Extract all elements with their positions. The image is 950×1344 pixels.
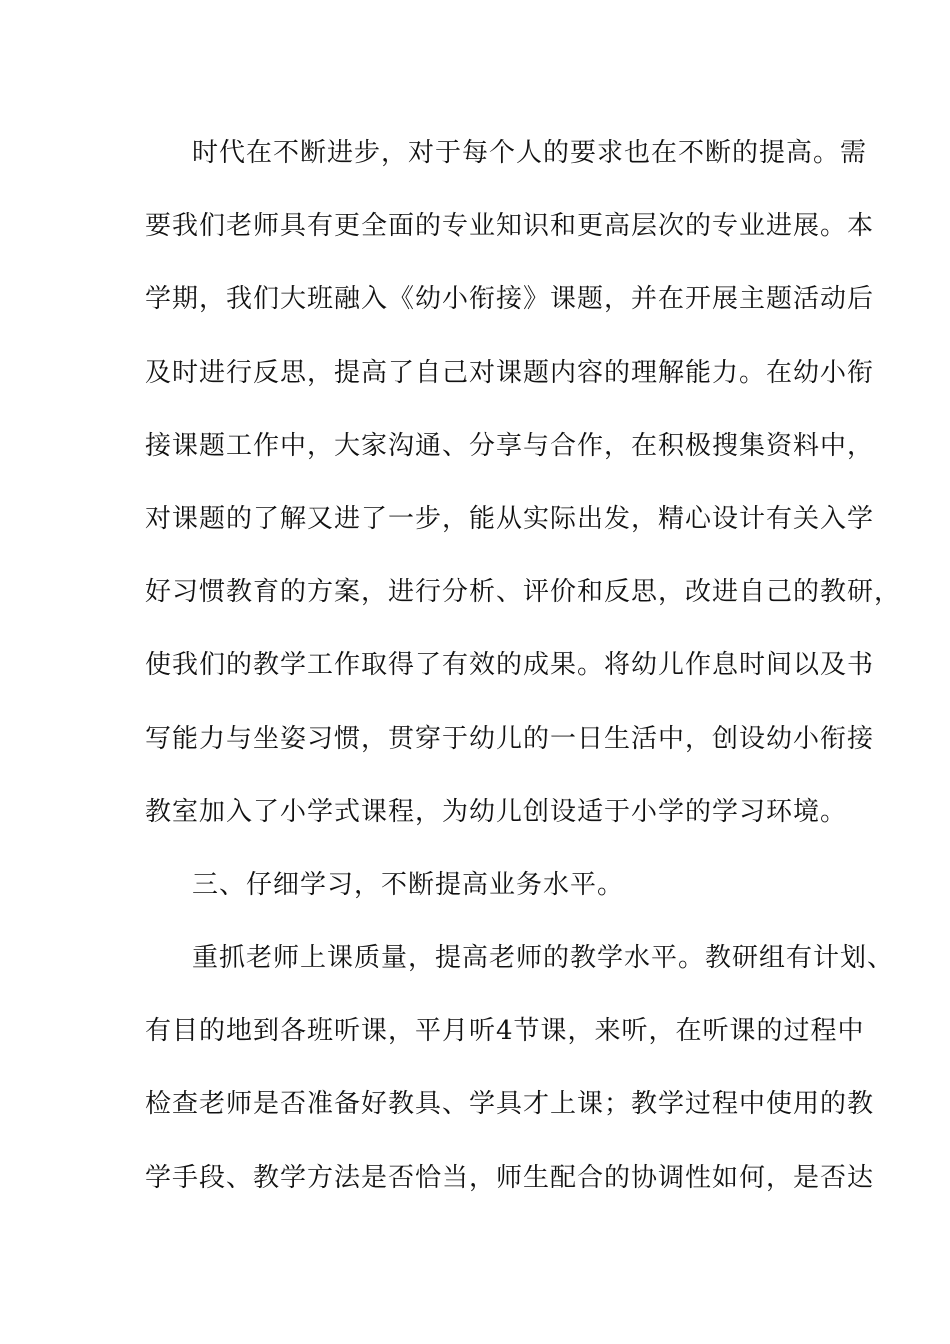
paragraph-line: 学手段、教学方法是否恰当，师生配合的协调性如何，是否达 (145, 1162, 875, 1193)
paragraph-line: 重抓老师上课质量，提高老师的教学水平。教研组有计划、 (192, 943, 895, 974)
paragraph-line: 写能力与坐姿习惯，贯穿于幼儿的一日生活中，创设幼小衔接 (145, 723, 875, 754)
paragraph-line: 好习惯教育的方案，进行分析、评价和反思，改进自己的教研， (145, 577, 902, 608)
paragraph-line: 使我们的教学工作取得了有效的成果。将幼儿作息时间以及书 (145, 650, 875, 681)
paragraph-line: 时代在不断进步，对于每个人的要求也在不断的提高。需 (192, 138, 868, 168)
paragraph-line: 要我们老师具有更全面的专业知识和更高层次的专业进展。本 (145, 211, 875, 242)
paragraph-line: 对课题的了解又进了一步，能从实际出发，精心设计有关入学 (145, 503, 875, 534)
paragraph-line: 有目的地到各班听课，平月听4节课，来听，在听课的过程中 (145, 1016, 865, 1047)
body-text (145, 130, 902, 1228)
paragraph-line: 学期，我们大班融入《幼小衔接》课题，并在开展主题活动后 (145, 284, 875, 315)
section-heading: 三、仔细学习，不断提高业务水平。 (192, 869, 625, 900)
paragraph-line: 检查老师是否准备好教具、学具才上课；教学过程中使用的教 (145, 1089, 875, 1120)
paragraph-line: 及时进行反思，提高了自己对课题内容的理解能力。在幼小衔 (145, 357, 875, 388)
paragraph-line: 教室加入了小学式课程，为幼儿创设适于小学的学习环境。 (145, 796, 848, 827)
paragraph-line: 接课题工作中，大家沟通、分享与合作，在积极搜集资料中， (145, 430, 875, 461)
